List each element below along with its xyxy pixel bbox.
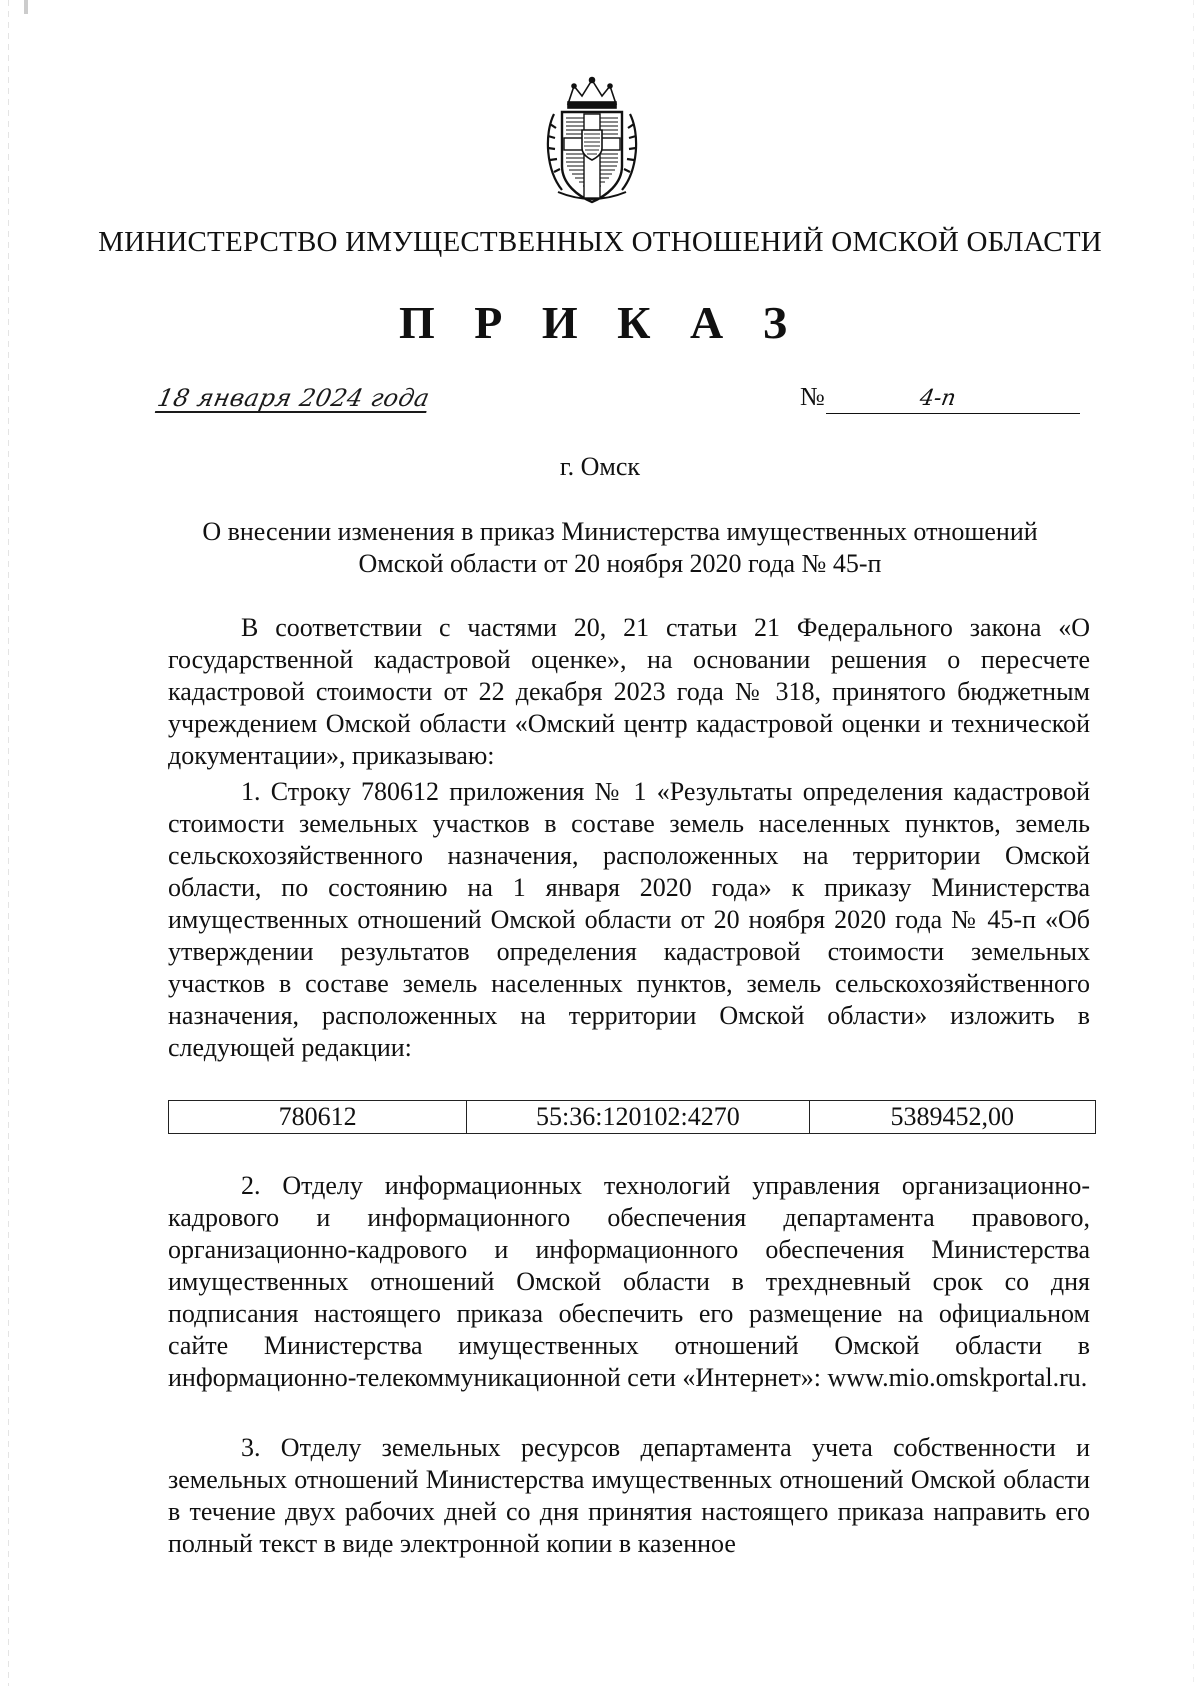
cadastral-value-cell: 5389452,00	[809, 1101, 1095, 1134]
omsk-coat-of-arms-emblem	[540, 74, 644, 206]
cadastral-number-cell: 55:36:120102:4270	[467, 1101, 809, 1134]
document-title: П Р И К А З	[398, 297, 801, 348]
handwritten-date: 18 января 2024 года	[155, 384, 433, 412]
handwritten-order-number: 4-п	[917, 386, 958, 411]
table-row	[169, 1101, 1096, 1134]
item-3-paragraph: 3. Отделу земельных ресурсов департамента учета собственности и земельных отношений Министерства имущественных отношений Омской области в течение двух рабочих дней со дня принятия настоящего приказа направить его полный текст в виде электронной копии в казенное	[168, 1433, 1090, 1558]
ministry-name: МИНИСТЕРСТВО ИМУЩЕСТВЕННЫХ ОТНОШЕНИЙ ОМСКОЙ ОБЛАСТИ	[98, 226, 1102, 258]
scan-mark	[24, 0, 28, 14]
order-number-label: №	[800, 382, 825, 411]
city: г. Омск	[559, 452, 641, 481]
order-number-underline	[826, 413, 1080, 414]
preamble-paragraph: В соответствии с частями 20, 21 статьи 21 Федерального закона «О государственной кадастровой оценке», на основании решения о пересчете кадастровой стоимости от 22 декабря 2023 года № 318, принятого бюджетным учреждением Омской области «Омский центр кадастровой оценки и технической документации», приказываю:	[168, 613, 1090, 770]
order-subject-line-1: О внесении изменения в приказ Министерства имущественных отношений	[202, 517, 1038, 546]
item-2-paragraph: 2. Отделу информационных технологий управления организационно-кадрового и информационного обеспечения департамента правового, организационно-кадрового и информационного обеспечения Министерства имущественных отношений Омской области в трехдневный срок со дня подписания настоящего приказа обеспечить его размещение на официальном сайте Министерства имущественных отношений Омской области в информационно-телекоммуникационной сети «Интернет»: www.mio.omskportal.ru.	[168, 1171, 1090, 1392]
amended-row-table	[168, 1100, 1096, 1134]
item-1-paragraph: 1. Строку 780612 приложения № 1 «Результаты определения кадастровой стоимости земельных участков в составе земель населенных пунктов, земель сельскохозяйственного назначения, расположенных на территории Омской области, по состоянию на 1 января 2020 года» к приказу Министерства имущественных отношений Омской области от 20 ноября 2020 года № 45-п «Об утверждении результатов определения кадастровой стоимости земельных участков в составе земель населенных пунктов, земель сельскохозяйственного назначения, расположенных на территории Омской области» изложить в следующей редакции:	[168, 777, 1090, 1062]
order-subject-line-2: Омской области от 20 ноября 2020 года № 45-п	[358, 549, 882, 578]
row-number-cell: 780612	[169, 1101, 467, 1134]
order-subject	[150, 516, 1090, 580]
